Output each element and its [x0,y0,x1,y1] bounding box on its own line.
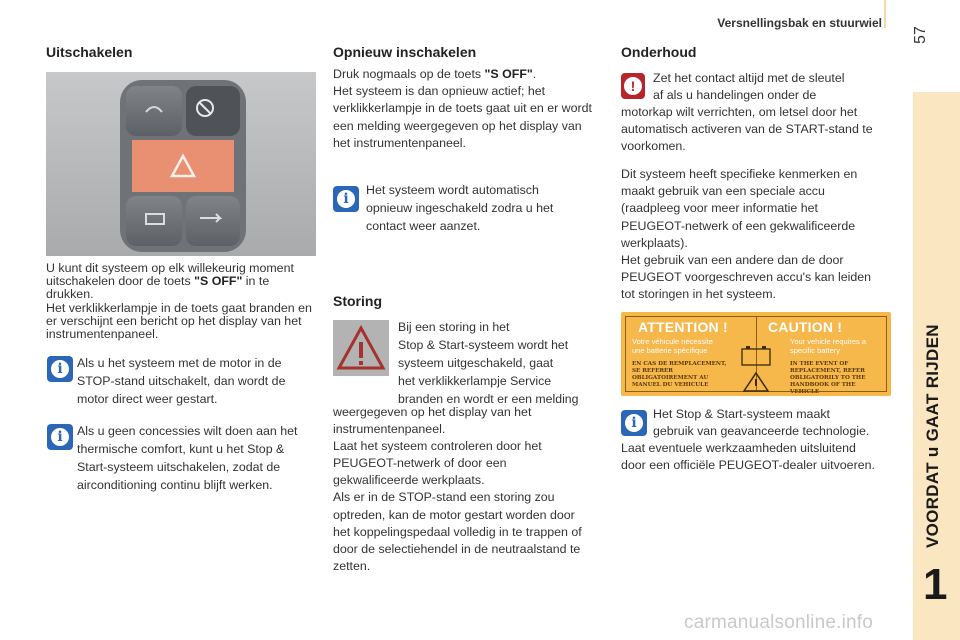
onderhoud-warning-cont: motorkap wilt verrichten, om letsel door het automatisch activeren van de START-stand te voorkomen. [621,105,873,154]
page-number: 57 [912,26,929,44]
header-divider [884,0,886,28]
info-note-airconditioning: Als u geen concessies wilt doen aan het thermische comfort, kunt u het Stop & Start-systeem uitschakelen, zodat de airconditioning continu blijft werken. [77,424,298,492]
heading-opnieuw-inschakelen: Opnieuw inschakelen [333,44,477,60]
info-note-auto-reactivate: Het systeem wordt automatisch opnieuw ingeschakeld zodra u het contact weer aanzet. [366,183,554,233]
label-sub-fr: Votre véhicule nécessite une batterie spécifique [632,337,713,355]
info-note-motor-restart: Als u het systeem met de motor in de STOP-stand uitschakelt, dan wordt de motor direct weer gestart. [77,356,286,406]
heading-onderhoud: Onderhoud [621,44,697,60]
info-icon: i [47,356,73,382]
label-sub-en: Your vehicle requires a specific battery [790,337,867,355]
section-header: Versnellingsbak en stuurwiel [717,16,882,30]
dashboard-switch-panel-illustration [46,72,316,256]
storing-intro: Bij een storing in het Stop & Start-systeem wordt het systeem uitgeschakeld, gaat het verklikkerlampje Service branden en wordt er een melding [398,320,579,406]
battery-icon [734,343,780,393]
chapter-number: 1 [923,560,948,609]
label-title-fr: ATTENTION ! [638,319,728,335]
uitschakelen-text [46,262,318,341]
uitschakelen-paragraph-1: U kunt dit systeem op elk willekeurig moment uitschakelen door de toets "S OFF" in te drukken. [46,261,294,302]
warning-triangle-icon [333,320,389,376]
heading-uitschakelen: Uitschakelen [46,44,133,60]
onderhoud-warning-lines: Zet het contact altijd met de sleutel af als u handelingen onder de [653,71,845,103]
label-title-en: CAUTION ! [768,319,843,335]
warning-icon: ! [621,73,645,99]
chapter-tab [913,92,960,640]
info-icon: i [621,410,647,436]
info-icon: i [333,186,359,212]
label-fine-en: IN THE EVENT OF REPLACEMENT, REFER OBLIGATORILY TO THE HANDBOOK OF THE VEHICLE [790,361,866,395]
onderhoud-info-lines: Het Stop & Start-systeem maakt gebruik van geavanceerde technologie. [653,407,870,439]
storing-text: weergegeven op het display van het instrumentenpaneel. Laat het systeem controleren door het PEUGEOT-netwerk of door een gekwalificeerde werkplaats. Als er in de STOP-stand een storing zou optreden, kan de motor gestart worden door het koppelingspedaal volledig in te trappen of door de selectiehendel in de neutraalstand te zetten. [333,405,582,573]
uitschakelen-paragraph-2: Het verklikkerlampje in de toets gaat branden en er verschijnt een bericht op het display van het instrumentenpaneel. [46,300,312,342]
onderhoud-text: Dit systeem heeft specifieke kenmerken en maakt gebruik van een speciale accu (raadpleeg voor meer informatie het PEUGEOT-netwerk of een gekwalificeerde werkplaats). Het gebruik van een andere dan de door PEUGEOT voorgeschreven accu's kan leiden tot storingen in het systeem. [621,167,872,302]
onderhoud-info-cont: Laat eventuele werkzaamheden uitsluitend door een officiële PEUGEOT-dealer uitvoeren. [621,441,875,473]
heading-storing: Storing [333,293,382,309]
chapter-title: VOORDAT u GAAT RIJDEN [923,324,942,548]
opnieuw-inschakelen-text: Druk nogmaals op de toets "S OFF". Het systeem is dan opnieuw actief; het verklikkerlampje in de toets gaat uit en er wordt een melding weergegeven op het display van het instrumentenpaneel. [333,67,592,150]
s-off-button-photo [46,72,316,256]
label-fine-fr: EN CAS DE REMPLACEMENT, SE REFERER OBLIGATOIREMENT AU MANUEL DU VEHICULE [632,361,727,388]
info-icon: i [47,424,73,450]
battery-warning-label [621,312,891,396]
watermark: carmanualsonline.info [684,612,874,633]
